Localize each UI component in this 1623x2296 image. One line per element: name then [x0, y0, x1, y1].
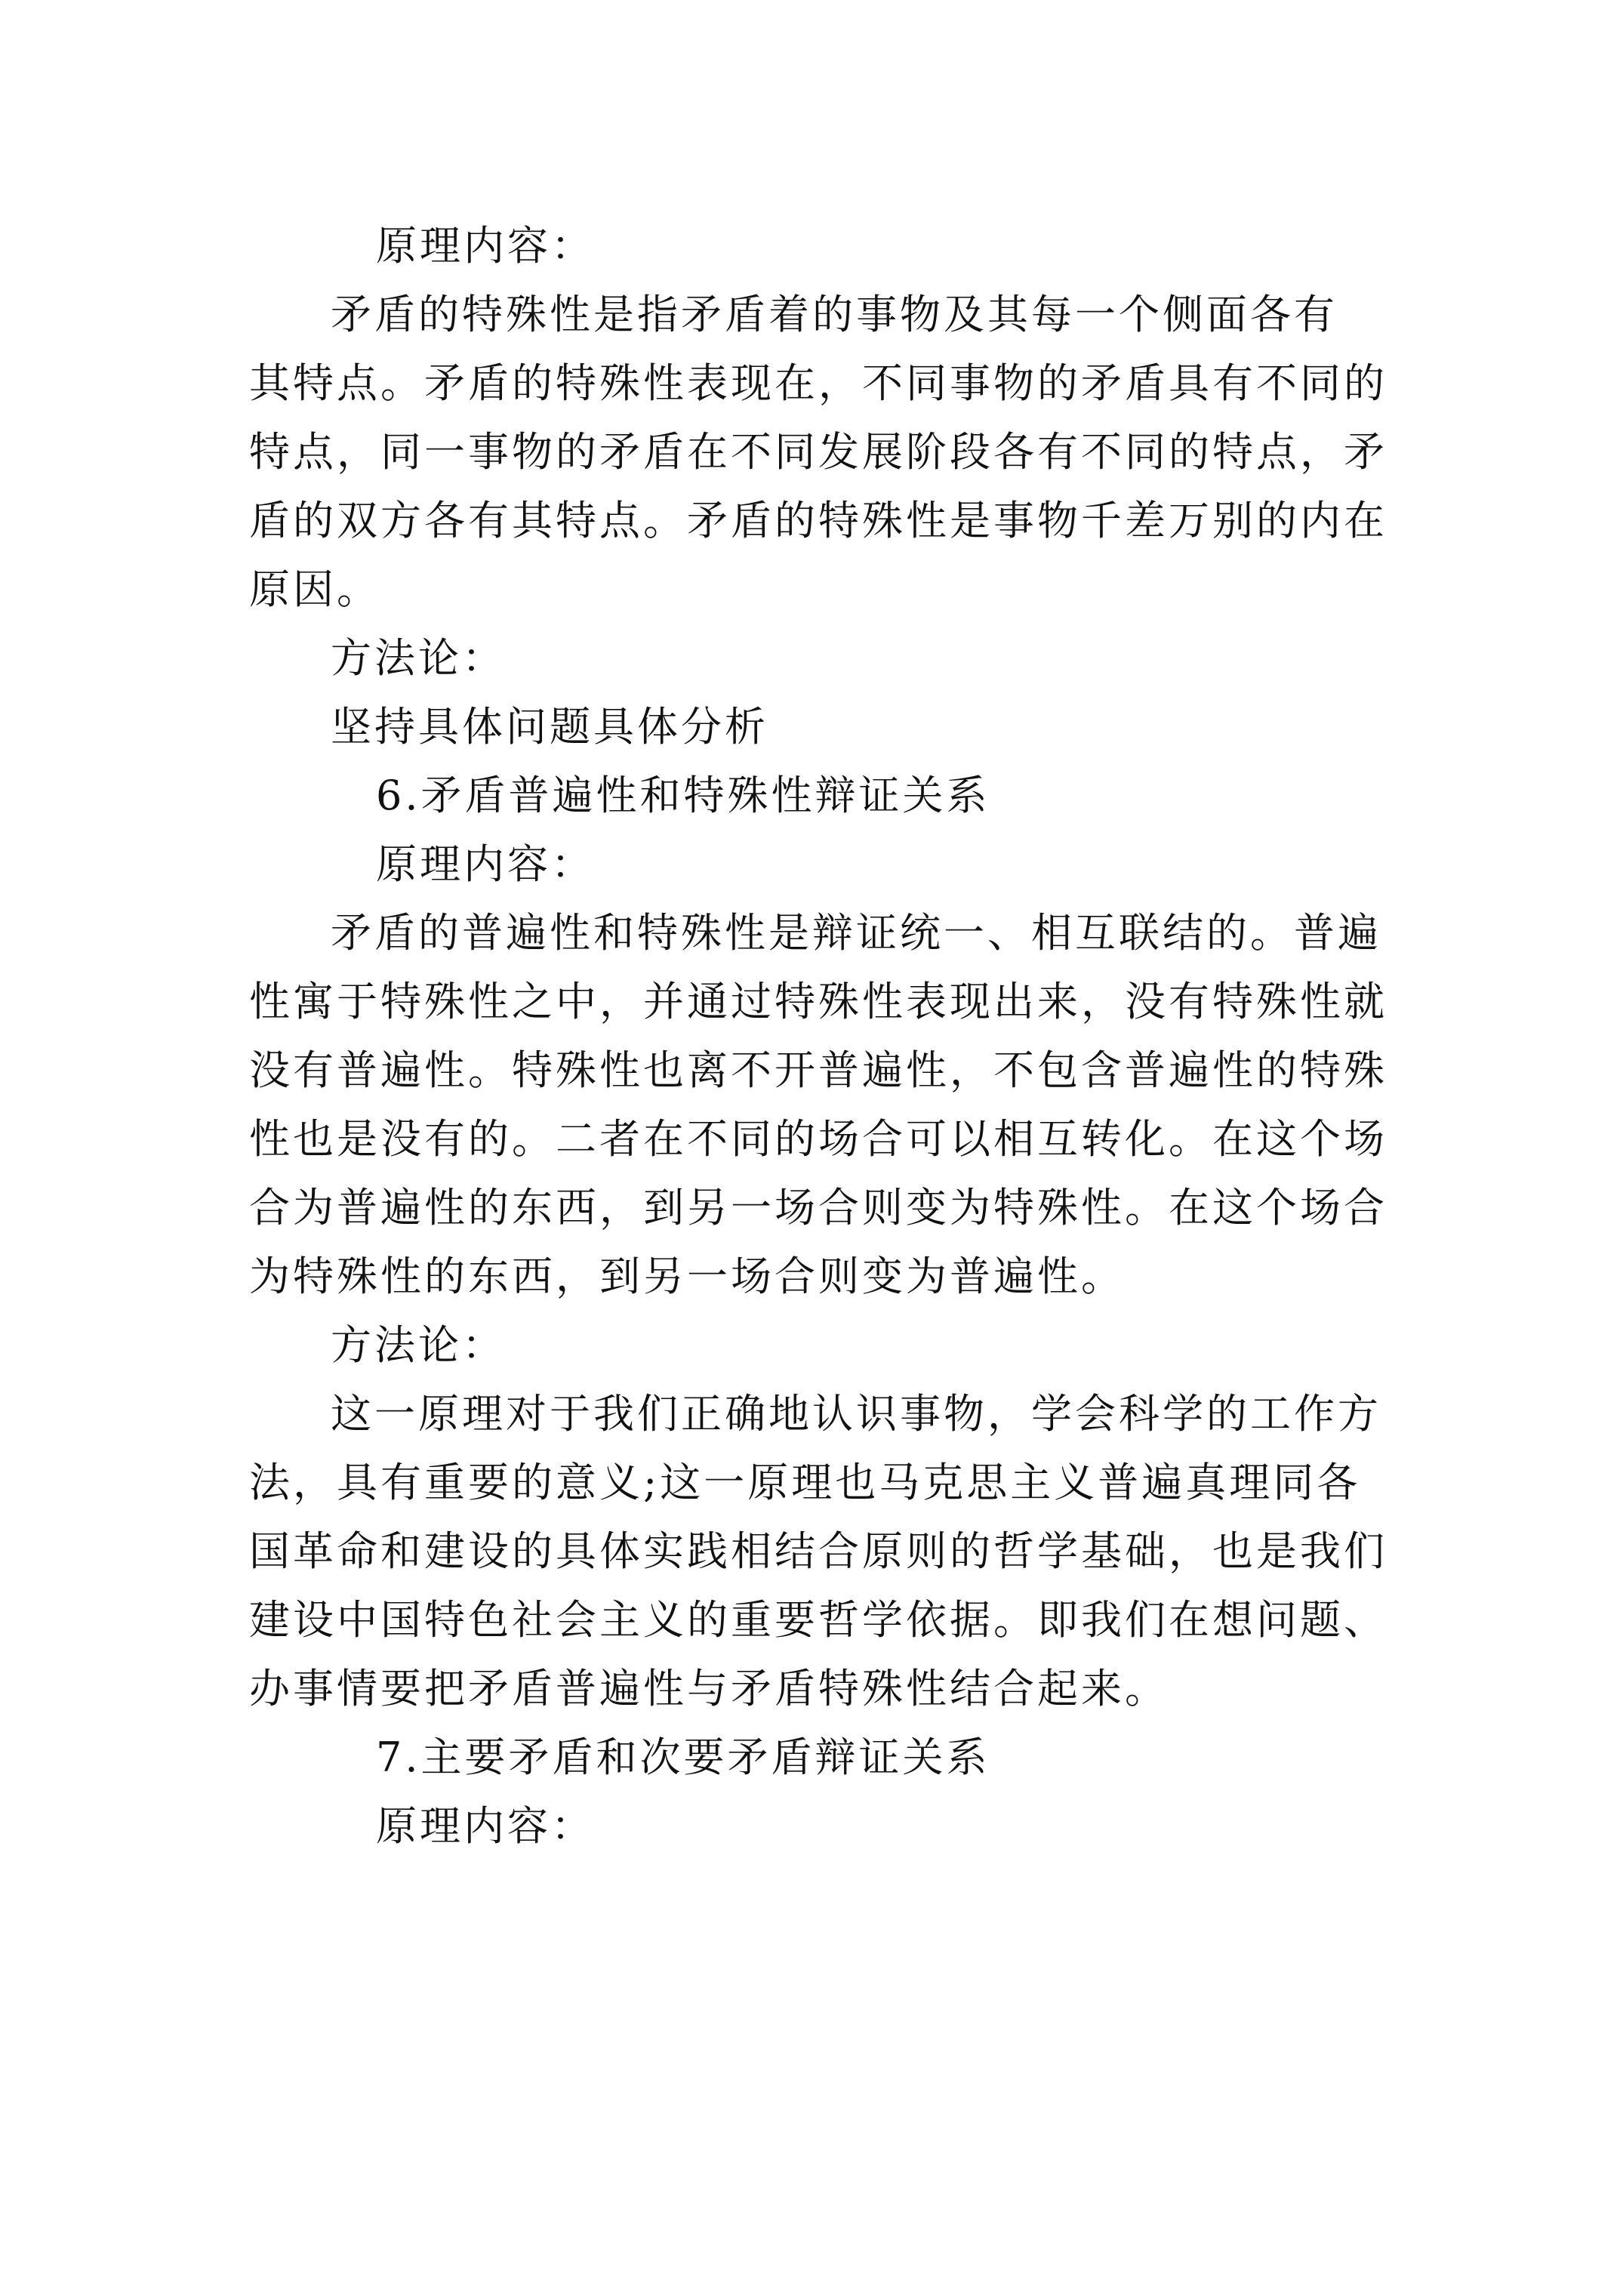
section-heading: 6.矛盾普遍性和特殊性辩证关系	[376, 772, 990, 819]
paragraph-line: 性也是没有的。二者在不同的场合可以相互转化。在这个场	[249, 1115, 1387, 1163]
paragraph-line: 这一原理对于我们正确地认识事物，学会科学的工作方	[331, 1390, 1381, 1438]
document-body	[249, 211, 1387, 1860]
paragraph-line: 矛盾的特殊性是指矛盾着的事物及其每一个侧面各有	[331, 291, 1338, 338]
label-principle-content: 原理内容：	[376, 1802, 595, 1850]
paragraph-line: 性寓于特殊性之中，并通过特殊性表现出来，没有特殊性就	[249, 978, 1387, 1025]
paragraph-line: 合为普遍性的东西，到另一场合则变为特殊性。在这个场合	[249, 1184, 1387, 1231]
paragraph-line: 原因。	[249, 566, 380, 613]
paragraph-line: 其特点。矛盾的特殊性表现在，不同事物的矛盾具有不同的	[249, 359, 1387, 407]
label-principle-content: 原理内容：	[376, 222, 595, 270]
paragraph-line: 法，具有重要的意义;这一原理也马克思主义普遍真理同各	[249, 1459, 1361, 1506]
label-methodology: 方法论：	[331, 1321, 506, 1369]
paragraph-line: 建设中国特色社会主义的重要哲学依据。即我们在想问题、	[249, 1596, 1387, 1644]
paragraph-line: 为特殊性的东西，到另一场合则变为普遍性。	[249, 1253, 1125, 1300]
paragraph-line: 国革命和建设的具体实践相结合原则的哲学基础，也是我们	[249, 1527, 1387, 1575]
paragraph-line: 特点，同一事物的矛盾在不同发展阶段各有不同的特点，矛	[249, 428, 1387, 476]
label-principle-content: 原理内容：	[376, 840, 595, 888]
paragraph-line: 办事情要把矛盾普遍性与矛盾特殊性结合起来。	[249, 1665, 1169, 1712]
paragraph-line: 坚持具体问题具体分析	[331, 703, 768, 750]
label-methodology: 方法论：	[331, 634, 506, 682]
paragraph-line: 盾的双方各有其特点。矛盾的特殊性是事物千差万别的内在	[249, 497, 1387, 544]
paragraph-line: 没有普遍性。特殊性也离不开普遍性，不包含普遍性的特殊	[249, 1046, 1387, 1094]
section-heading: 7.主要矛盾和次要矛盾辩证关系	[376, 1734, 990, 1781]
paragraph-line: 矛盾的普遍性和特殊性是辩证统一、相互联结的。普遍	[331, 909, 1381, 957]
